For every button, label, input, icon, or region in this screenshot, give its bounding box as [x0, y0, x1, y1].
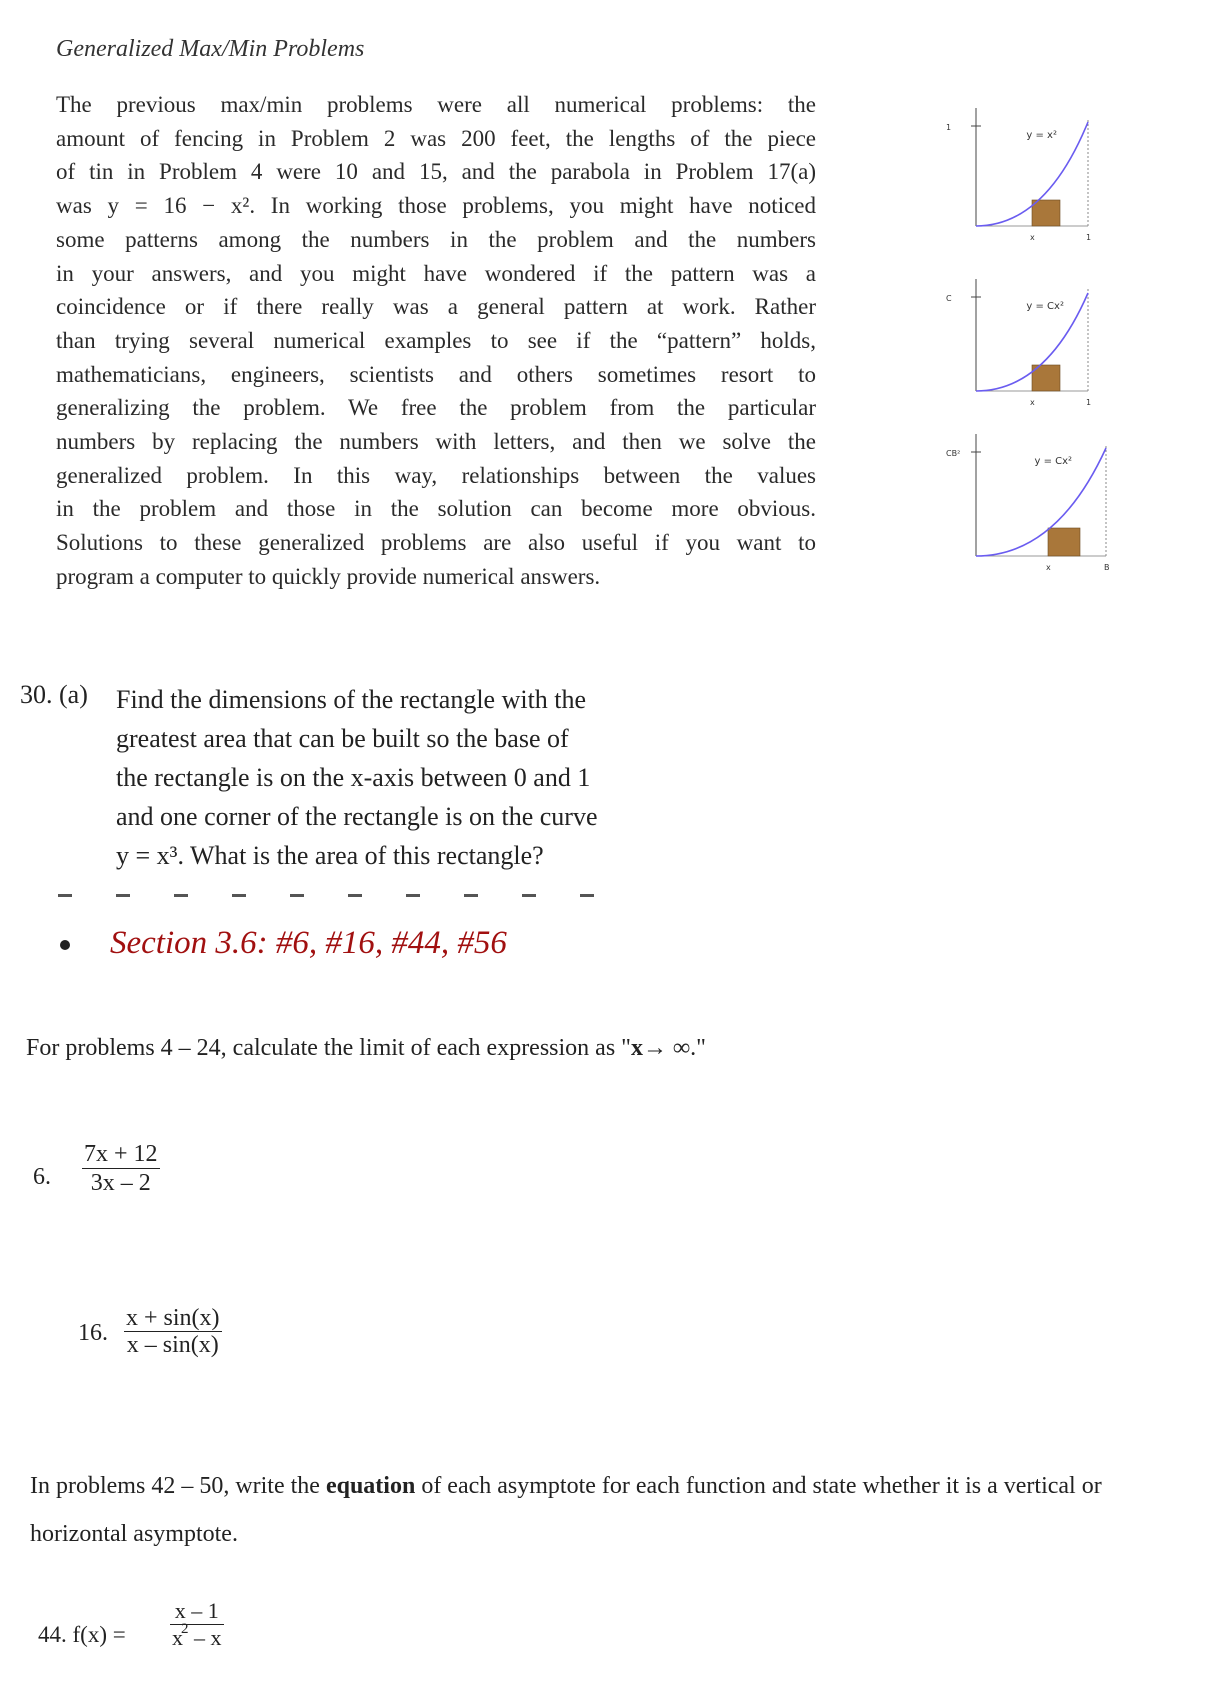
problem-44-den-base: x [172, 1625, 183, 1650]
problem-44-numerator: x – 1 [170, 1598, 224, 1625]
problem-30-line: Find the dimensions of the rectangle with the [116, 685, 587, 714]
intro-line: amount of fencing in Problem 2 was 200 feet, the lengths of the piece [56, 125, 816, 151]
problem-16-denominator: x – sin(x) [126, 1332, 219, 1358]
limits-instructions [26, 1035, 706, 1062]
limits-intro-prefix: For problems 4 – 24, calculate the limit of each expression as " [26, 1035, 631, 1061]
intro-line: in the problem and those in the solution can become more obvious. [56, 496, 816, 522]
curve-label: y = Cx² [1026, 301, 1064, 312]
intro-line: in your answers, and you might have wondered if the pattern was a [56, 260, 816, 286]
problem-6-fraction [82, 1140, 160, 1197]
problem-44-denominator [170, 1621, 224, 1654]
x-end-label: 1 [1086, 398, 1092, 407]
problem-30-line: y = x³. What is the area of this rectangle? [116, 841, 544, 870]
y-tick-label: 1 [946, 123, 952, 132]
problem-44-den-exponent: 2 [181, 1621, 189, 1637]
intro-line: of tin in Problem 4 were 10 and 15, and the parabola in Problem 17(a) [56, 159, 816, 185]
problem-6-label: 6. [33, 1164, 51, 1190]
problem-30-line: and one corner of the rectangle is on the curve [116, 802, 598, 831]
curve-label: y = Cx² [1034, 456, 1073, 467]
intro-line: Solutions to these generalized problems are also useful if you want to [56, 530, 816, 556]
asymptote-intro-prefix: In problems 42 – 50, write the [30, 1473, 326, 1499]
parabola-figure [946, 96, 1130, 576]
problem-6-denominator: 3x – 2 [90, 1170, 151, 1196]
problem-44-label: 44. f(x) = [38, 1622, 126, 1647]
problem-30-line: greatest area that can be built so the base of [116, 724, 569, 753]
problem-16-label: 16. [78, 1320, 108, 1346]
problem-16-numerator: x + sin(x) [126, 1305, 220, 1331]
problem-44-fraction [170, 1598, 224, 1654]
problem-44-den-rest: – x [188, 1625, 222, 1650]
asymptote-instructions [30, 1462, 1180, 1558]
intro-line: generalized problem. In this way, relationships between the values [56, 462, 816, 488]
problem-30-number: 30. (a) [20, 680, 88, 709]
curve-label: y = x² [1026, 130, 1057, 141]
intro-line: some patterns among the numbers in the problem and the numbers [56, 226, 816, 252]
intro-line: than trying several numerical examples to see if the “pattern” holds, [56, 327, 816, 353]
inscribed-rectangle [1032, 200, 1060, 226]
limits-intro-bold: x→ ∞ [630, 1035, 691, 1061]
x-tick-label: x [1030, 233, 1035, 242]
x-tick-label: x [1030, 398, 1035, 407]
intro-line: was y = 16 − x². In working those problems, you might have noticed [56, 193, 816, 219]
y-tick-label: CB² [946, 449, 961, 458]
problem-30-text [116, 680, 686, 875]
intro-paragraph [56, 88, 816, 594]
intro-line: The previous max/min problems were all numerical problems: the [56, 92, 816, 117]
intro-line: coincidence or if there really was a general pattern at work. Rather [56, 294, 816, 320]
intro-line: mathematicians, engineers, scientists and others sometimes resort to [56, 361, 816, 387]
intro-line: program a computer to quickly provide numerical answers. [56, 563, 601, 589]
y-tick-label: C [946, 294, 952, 303]
problem-30-line: the rectangle is on the x-axis between 0 and 1 [116, 763, 591, 792]
intro-line: generalizing the problem. We free the problem from the particular [56, 395, 816, 421]
asymptote-intro-bold: equation [325, 1473, 416, 1499]
bullet-icon [60, 940, 70, 950]
asymptote-intro-suffix: of each asymptote for each function and state whether it is a vertical or horizontal asymptote. [30, 1473, 1102, 1547]
x-end-label: 1 [1086, 233, 1092, 242]
limits-intro-suffix: ." [690, 1035, 706, 1061]
problem-6-numerator: 7x + 12 [84, 1141, 158, 1167]
x-tick-label: x [1046, 563, 1051, 572]
section-assignment: Section 3.6: #6, #16, #44, #56 [110, 925, 507, 961]
intro-line: numbers by replacing the numbers with letters, and then we solve the [56, 429, 816, 455]
section-heading: Generalized Max/Min Problems [56, 36, 365, 62]
problem-16-fraction [124, 1305, 222, 1358]
cropped-text-line [58, 884, 658, 888]
x-end-label: B [1104, 563, 1110, 572]
inscribed-rectangle [1048, 528, 1080, 556]
